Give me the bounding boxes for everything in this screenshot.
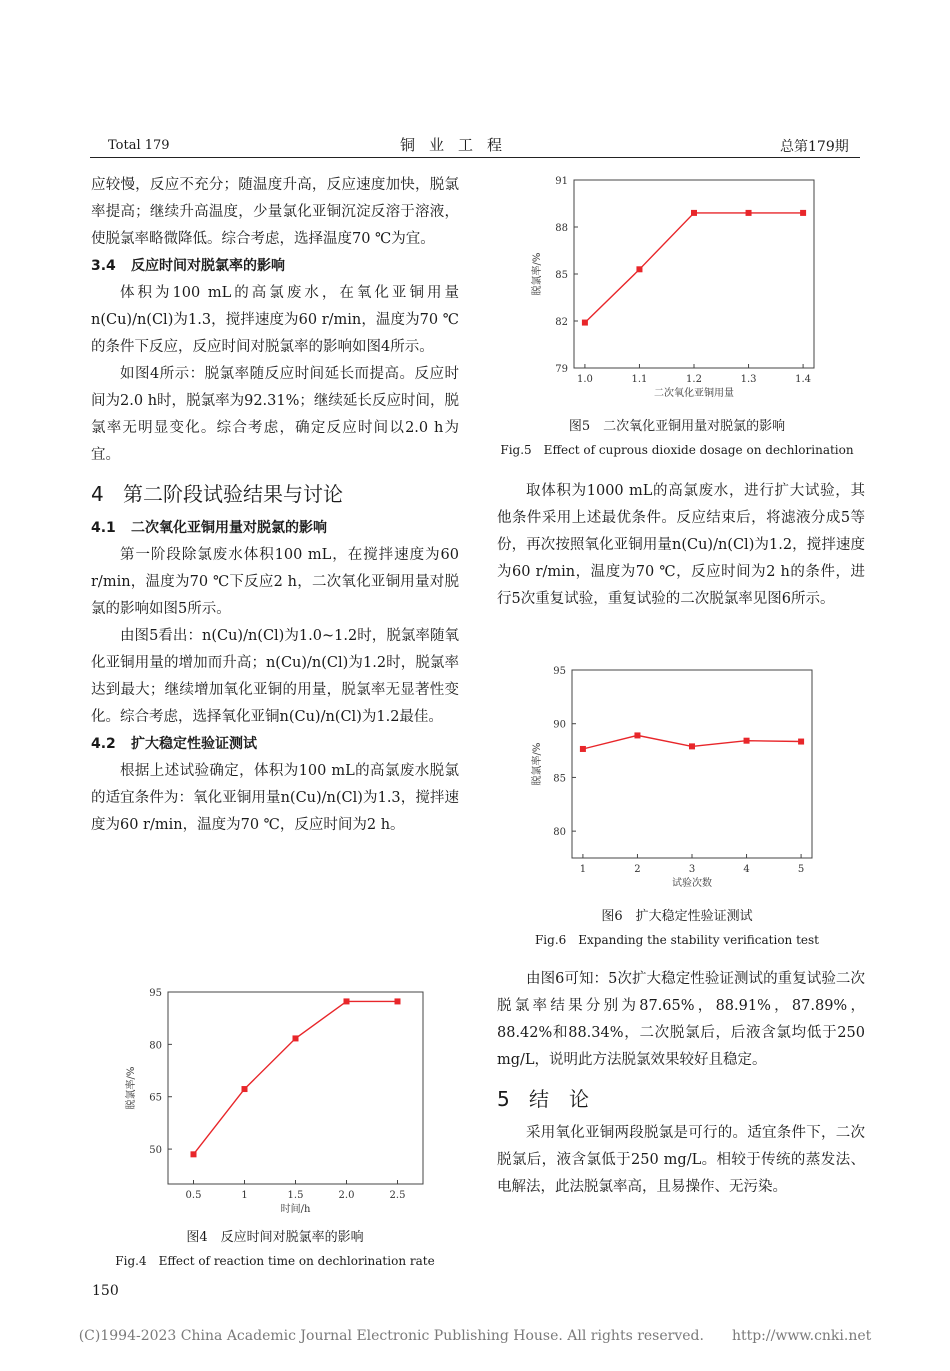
paragraph: 取体积为1000 mL的高氯废水，进行扩大试验，其他条件采用上述最优条件。反应结束后，将滤液分成5等份，再次按照氧化亚铜用量n(Cu)/n(Cl)为1.2，搅拌速度为60 r/min，温度为70 ℃，反应时间为2 h的条件，进行5次重复试验，重复试验的二次脱氯率见图6所示。 <box>497 483 865 607</box>
y-tick-label: 50 <box>149 1145 162 1157</box>
section-number: 4 <box>91 482 104 506</box>
x-tick-label: 2.0 <box>338 1190 355 1201</box>
section-heading-4-1 <box>91 515 459 542</box>
x-tick-label: 1.1 <box>631 374 648 385</box>
y-axis-label: 脱氯率/% <box>532 252 543 296</box>
data-point <box>798 739 804 745</box>
plot-frame <box>168 992 423 1184</box>
y-tick-label: 65 <box>149 1092 162 1104</box>
right-column-lower <box>497 966 865 1201</box>
data-point <box>344 998 350 1004</box>
section-title: 反应时间对脱氯率的影响 <box>131 258 285 274</box>
right-column-upper <box>497 478 865 613</box>
section-number: 4.1 <box>91 520 116 536</box>
data-point <box>636 266 642 272</box>
data-point <box>689 743 695 749</box>
x-tick-label: 1.0 <box>576 374 593 385</box>
section-heading-4-2 <box>91 731 459 758</box>
page-number: 150 <box>92 1283 119 1299</box>
y-tick-label: 80 <box>553 827 566 839</box>
series-line <box>194 1001 398 1154</box>
figure-6-caption-en: Fig.6 Expanding the stability verification test <box>534 933 819 947</box>
paragraph: 如图4所示：脱氯率随反应时间延长而提高。反应时间为2.0 h时，脱氯率为92.31%；继续延长反应时间，脱氯率无明显变化。综合考虑，确定反应时间以2.0 h为宜。 <box>91 366 459 463</box>
y-tick-label: 82 <box>555 317 568 328</box>
y-tick-label: 79 <box>555 364 568 375</box>
x-tick-label: 3 <box>688 864 696 875</box>
data-point <box>744 738 750 744</box>
paragraph: 体积为100 mL的高氯废水，在氧化亚铜用量n(Cu)/n(Cl)为1.3，搅拌速度为60 r/min，温度为70 ℃的条件下反应，反应时间对脱氯率的影响如图4所示。 <box>91 285 459 355</box>
x-tick-label: 1 <box>579 864 587 875</box>
plot-frame <box>572 670 812 858</box>
figure-5-chart <box>526 168 826 412</box>
section-number: 4.2 <box>91 736 116 752</box>
y-tick-label: 90 <box>553 719 566 731</box>
paragraph: 根据上述试验确定，体积为100 mL的高氯废水脱氯的适宜条件为：氧化亚铜用量n(Cu)/n(Cl)为1.3，搅拌速度为60 r/min，温度为70 ℃，反应时间为2 h。 <box>91 763 459 833</box>
x-tick-label: 1 <box>241 1190 248 1201</box>
x-tick-label: 1.4 <box>795 374 812 385</box>
section-number: 5 <box>497 1087 510 1111</box>
data-point <box>691 210 697 216</box>
data-point <box>746 210 752 216</box>
y-tick-label: 80 <box>149 1040 162 1052</box>
series-line <box>585 213 803 323</box>
paragraph: 由图6可知：5次扩大稳定性验证测试的重复试验二次脱氯率结果分别为87.65%，88.91%，87.89%，88.42%和88.34%，二次脱氯后，后液含氯均低于250 mg/L，说明此方法脱氯效果较好且稳定。 <box>497 971 865 1068</box>
x-tick-label: 1.2 <box>686 374 702 385</box>
section-title: 结 论 <box>529 1087 589 1111</box>
figure-5-caption-en: Fig.5 Effect of cuprous dioxide dosage on dechlorination <box>500 443 854 457</box>
data-point <box>580 746 586 752</box>
y-tick-label: 95 <box>553 666 566 677</box>
data-point <box>582 320 588 326</box>
section-title: 扩大稳定性验证测试 <box>131 736 257 752</box>
header-divider <box>90 157 860 158</box>
x-tick-label: 1.3 <box>740 374 757 385</box>
data-point <box>293 1035 299 1041</box>
section-title: 二次氧化亚铜用量对脱氯的影响 <box>131 520 327 536</box>
left-column <box>91 172 459 839</box>
y-tick-label: 85 <box>553 773 566 785</box>
data-point <box>242 1086 248 1092</box>
figure-6-caption-cn: 图6 扩大稳定性验证测试 <box>601 909 753 924</box>
y-tick-label: 85 <box>555 270 568 281</box>
x-tick-label: 1.5 <box>287 1190 304 1201</box>
copyright-footer: (C)1994-2023 China Academic Journal Electronic Publishing House. All rights reserved. http://www.cnki.net <box>78 1328 872 1344</box>
paragraph: 应较慢，反应不充分；随温度升高，反应速度加快，脱氯率提高；继续升高温度，少量氯化亚铜沉淀反溶于溶液，使脱氯率略微降低。综合考虑，选择温度70 ℃为宜。 <box>91 177 459 247</box>
y-axis-label: 脱氯率/% <box>532 742 543 786</box>
x-tick-label: 2.5 <box>389 1190 406 1201</box>
section-title: 第二阶段试验结果与讨论 <box>123 482 343 506</box>
figure-4-chart <box>120 980 440 1224</box>
x-tick-label: 4 <box>743 864 750 875</box>
section-heading-4 <box>91 479 459 509</box>
plot-frame <box>574 180 814 368</box>
x-axis-label: 二次氧化亚铜用量 <box>654 388 734 399</box>
section-heading-5 <box>497 1084 865 1114</box>
x-tick-label: 2 <box>634 864 641 875</box>
x-axis-label: 时间/h <box>280 1204 311 1215</box>
paragraph: 采用氧化亚铜两段脱氯是可行的。适宜条件下，二次脱氯后，液含氯低于250 mg/L。相较于传统的蒸发法、电解法，此法脱氯率高，且易操作、无污染。 <box>497 1125 865 1195</box>
y-axis-label: 脱氯率/% <box>126 1066 137 1110</box>
figure-5-caption-cn: 图5 二次氧化亚铜用量对脱氯的影响 <box>568 419 786 434</box>
x-axis-label: 试验次数 <box>672 878 712 889</box>
data-point <box>800 210 806 216</box>
data-point <box>191 1151 197 1157</box>
header-journal-title: 铜业工程 <box>400 136 517 154</box>
figure-4-caption-cn: 图4 反应时间对脱氯率的影响 <box>186 1230 364 1245</box>
figure-6-chart <box>526 658 826 902</box>
y-tick-label: 91 <box>555 176 568 187</box>
data-point <box>634 732 640 738</box>
section-number: 3.4 <box>91 258 116 274</box>
data-point <box>395 998 401 1004</box>
figure-4-caption-en: Fig.4 Effect of reaction time on dechlorination rate <box>115 1254 435 1268</box>
x-tick-label: 0.5 <box>185 1190 202 1201</box>
section-heading-3-4 <box>91 253 459 280</box>
paragraph: 第一阶段除氯废水体积100 mL，在搅拌速度为60 r/min，温度为70 ℃下反应2 h，二次氧化亚铜用量对脱氯的影响如图5所示。 <box>91 547 459 617</box>
header-journal-issue-en: Total 179 <box>108 138 170 153</box>
header-journal-issue-cn: 总第179期 <box>780 139 849 155</box>
y-tick-label: 95 <box>149 988 162 999</box>
paragraph: 由图5看出：n(Cu)/n(Cl)为1.0~1.2时，脱氯率随氧化亚铜用量的增加而升高；n(Cu)/n(Cl)为1.2时，脱氯率达到最大；继续增加氧化亚铜的用量，脱氯率无显著性变化。综合考虑，选择氧化亚铜n(Cu)/n(Cl)为1.2最佳。 <box>91 628 459 725</box>
x-tick-label: 5 <box>797 864 805 875</box>
y-tick-label: 88 <box>555 223 568 234</box>
